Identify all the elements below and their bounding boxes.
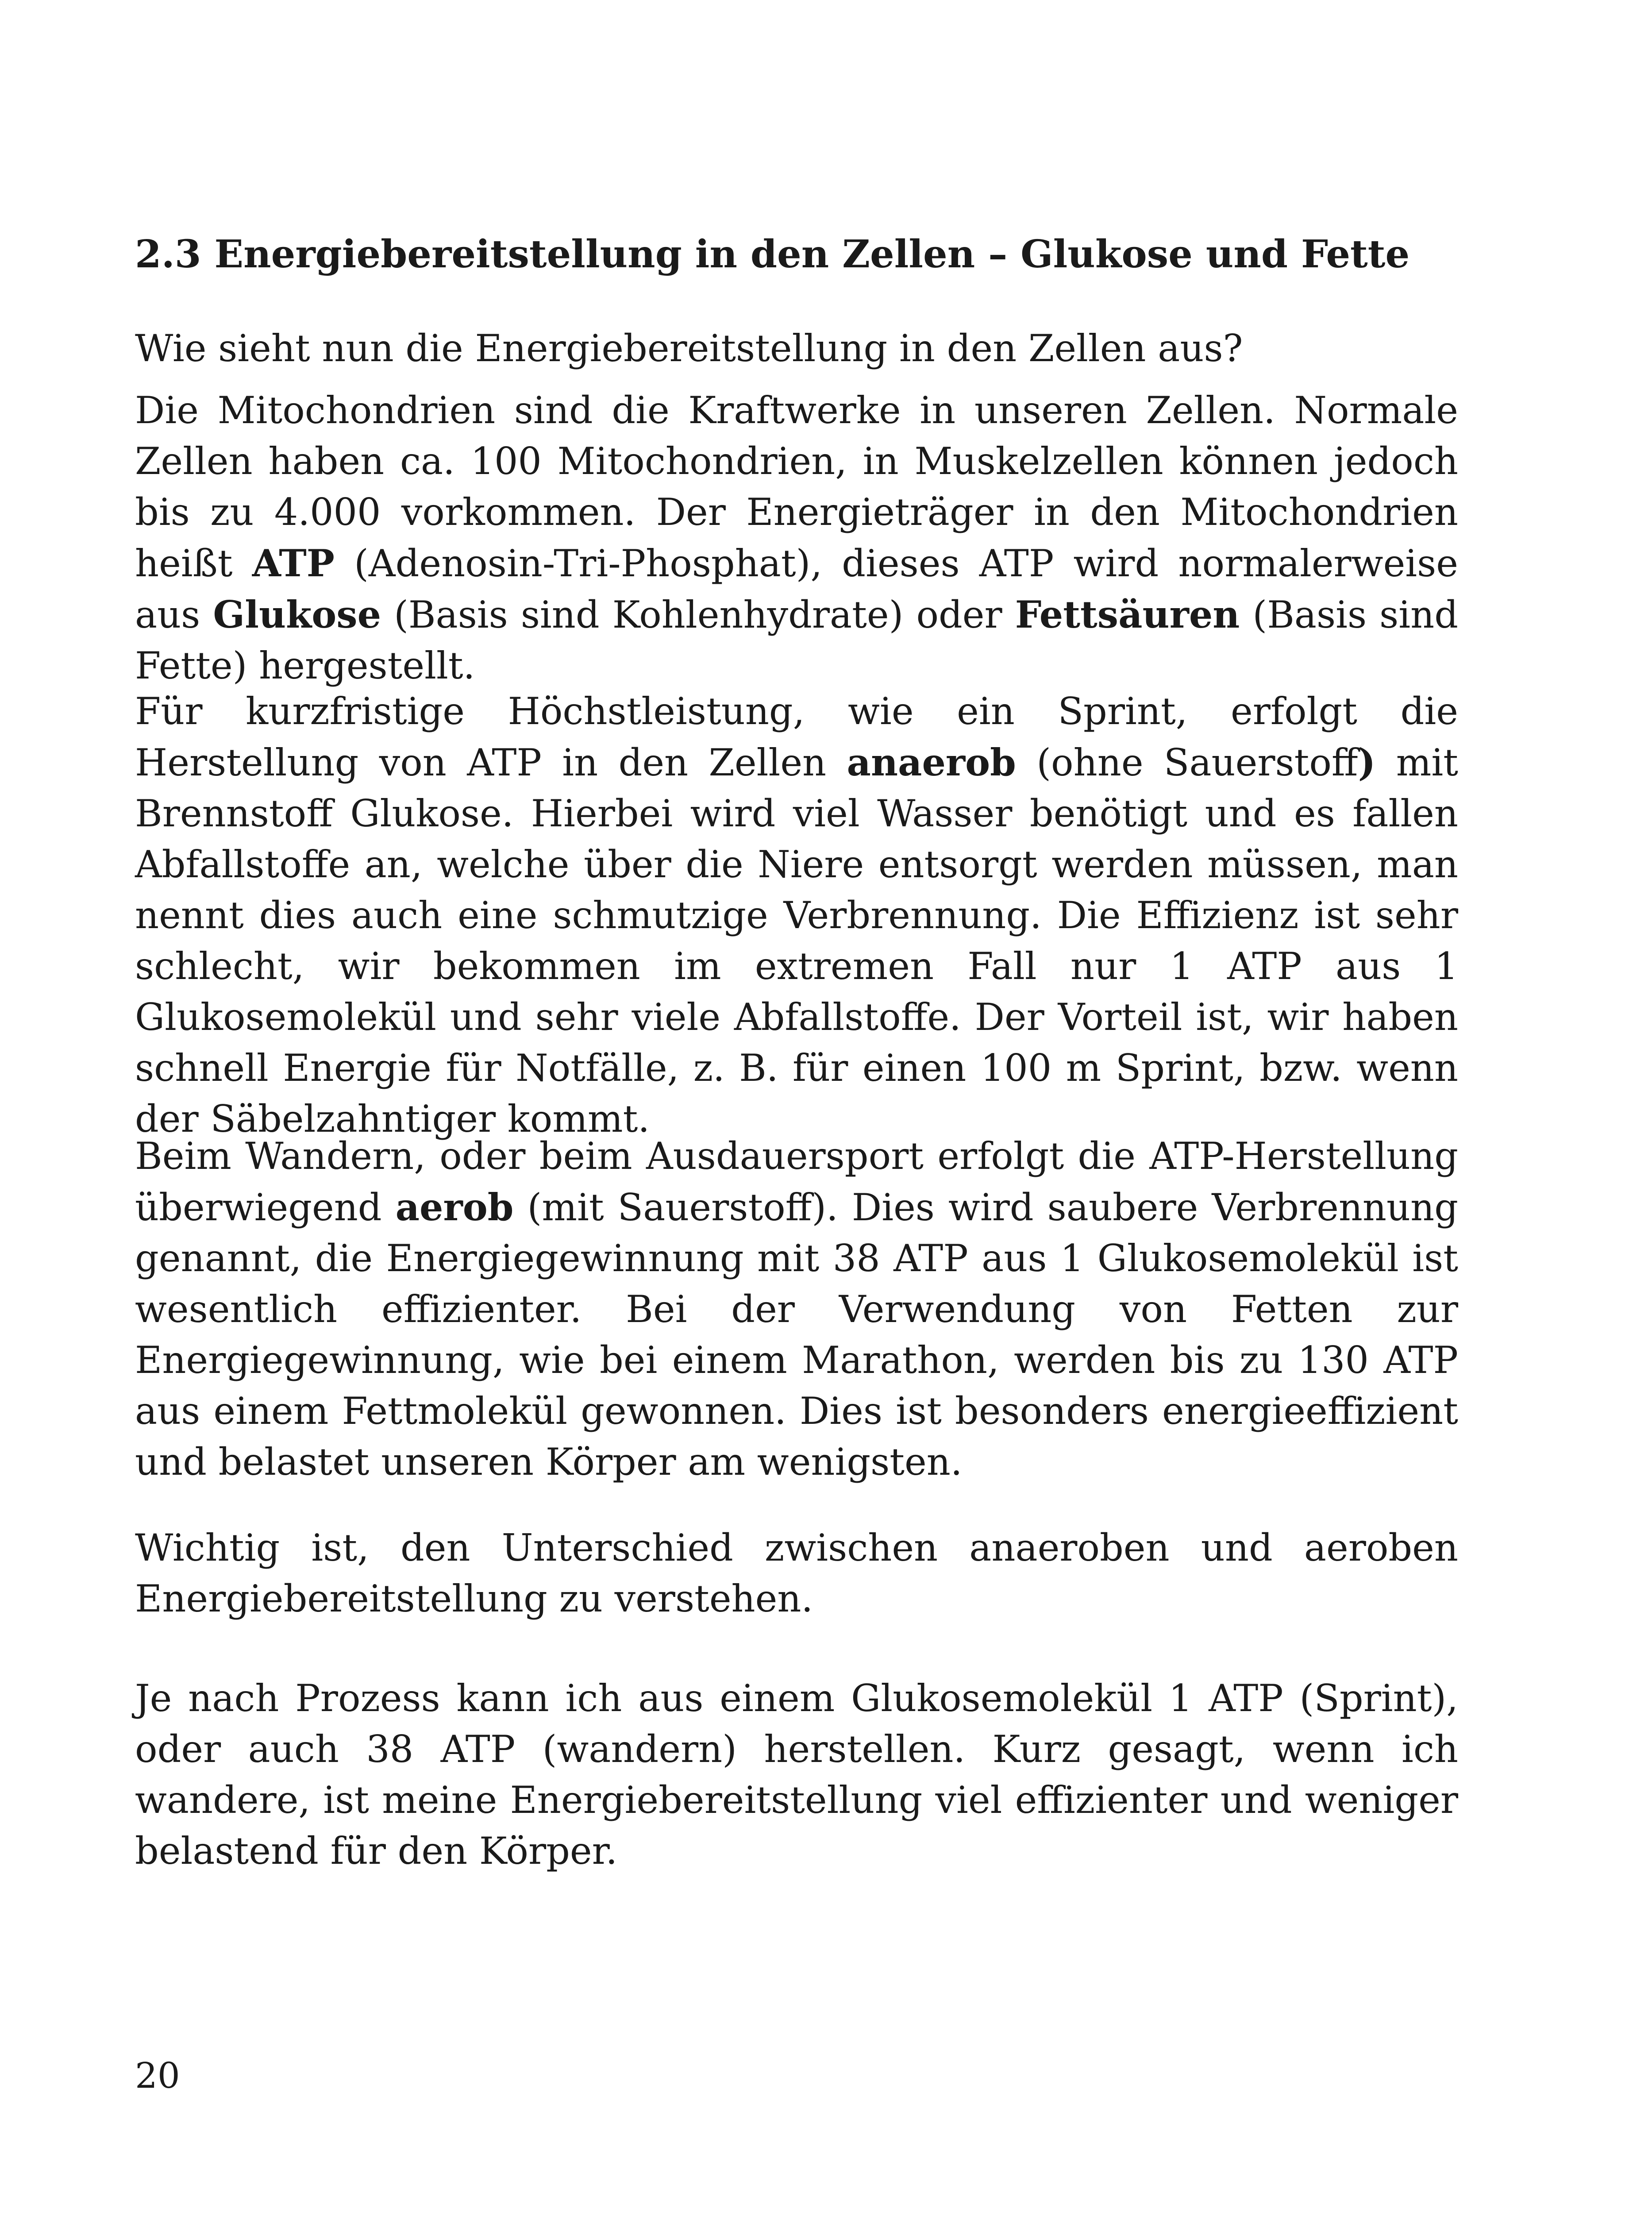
paragraph-text xyxy=(135,686,1458,1145)
text-run: Für kurzfristige Höchstleistung, wie ein Sprint, erfolgt die Herstellung von ATP in den Zellen xyxy=(135,690,1458,784)
paragraph-text xyxy=(135,385,1458,691)
paragraph-text xyxy=(135,1131,1458,1488)
intro-question-block xyxy=(135,323,1458,374)
text-run: (ohne Sauerstoff xyxy=(1016,741,1358,784)
paragraph-anaerob xyxy=(135,686,1458,1145)
paragraph-text: Wichtig ist, den Unterschied zwischen anaeroben und aeroben Energiebereitstellung zu verstehen. xyxy=(135,1526,1458,1620)
paragraph-conclusion xyxy=(135,1673,1458,1877)
page-number: 20 xyxy=(135,2055,180,2096)
paragraph-mitochondria xyxy=(135,385,1458,691)
bold-term-aerob: aerob xyxy=(395,1185,514,1229)
bold-parenthesis: ) xyxy=(1358,740,1376,784)
bold-term-fettsaeuren: Fettsäuren xyxy=(1015,593,1240,636)
text-run: (Basis sind Kohlenhydrate) oder xyxy=(381,593,1015,636)
intro-question: Wie sieht nun die Energiebereitstellung in den Zellen aus? xyxy=(135,327,1243,370)
section-heading: 2.3 Energiebereitstellung in den Zellen – Glukose und Fette xyxy=(135,232,1410,277)
text-run: Beim Wandern, oder beim Ausdauersport erfolgt die ATP-Herstellung überwiegend xyxy=(135,1134,1458,1229)
bold-term-anaerob: anaerob xyxy=(847,740,1016,784)
bold-term-atp: ATP xyxy=(252,541,335,585)
paragraph-aerob xyxy=(135,1131,1458,1488)
paragraph-text: Je nach Prozess kann ich aus einem Glukosemolekül 1 ATP (Sprint), oder auch 38 ATP (wandern) herstellen. Kurz gesagt, wenn ich wandere, ist meine Energiebereitstellung viel effizienter und weniger belastend für den Körper. xyxy=(135,1677,1458,1873)
paragraph-summary xyxy=(135,1523,1458,1624)
text-run: Die Mitochondrien sind die Kraftwerke in unseren Zellen. Normale Zellen haben ca. 100 Mitochondrien, in Muskelzellen können jedoch bis zu 4.000 vorkommen. Der Energieträger in den Mitochondrien heißt xyxy=(135,389,1458,585)
bold-term-glukose: Glukose xyxy=(213,593,381,636)
text-run: (Adenosin-Tri-Phosphat), dieses ATP wird normalerweise aus xyxy=(135,542,1458,636)
text-run: (Basis sind Fette) hergestellt. xyxy=(135,593,1458,687)
text-run: mit Brennstoff Glukose. Hierbei wird viel Wasser benötigt und es fallen Abfallstoffe an, welche über die Niere entsorgt werden müssen, man nennt dies auch eine schmutzige Verbrennung. Die Effizienz ist sehr schlecht, wir bekommen im extremen Fall nur 1 ATP aus 1 Glukosemolekül und sehr viele Abfallstoffe. Der Vorteil ist, wir haben schnell Energie für Notfälle, z. B. für einen 100 m Sprint, bzw. wenn der Säbelzahntiger kommt. xyxy=(135,741,1459,1141)
text-run: (mit Sauerstoff). Dies wird saubere Verbrennung genannt, die Energiegewinnung mit 38 ATP aus 1 Glukosemolekül ist wesentlich effizienter. Bei der Verwendung von Fetten zur Energiegewinnung, wie bei einem Marathon, werden bis zu 130 ATP aus einem Fettmolekül gewonnen. Dies ist besonders energieeffizient und belastet unseren Körper am wenigsten. xyxy=(135,1186,1458,1484)
